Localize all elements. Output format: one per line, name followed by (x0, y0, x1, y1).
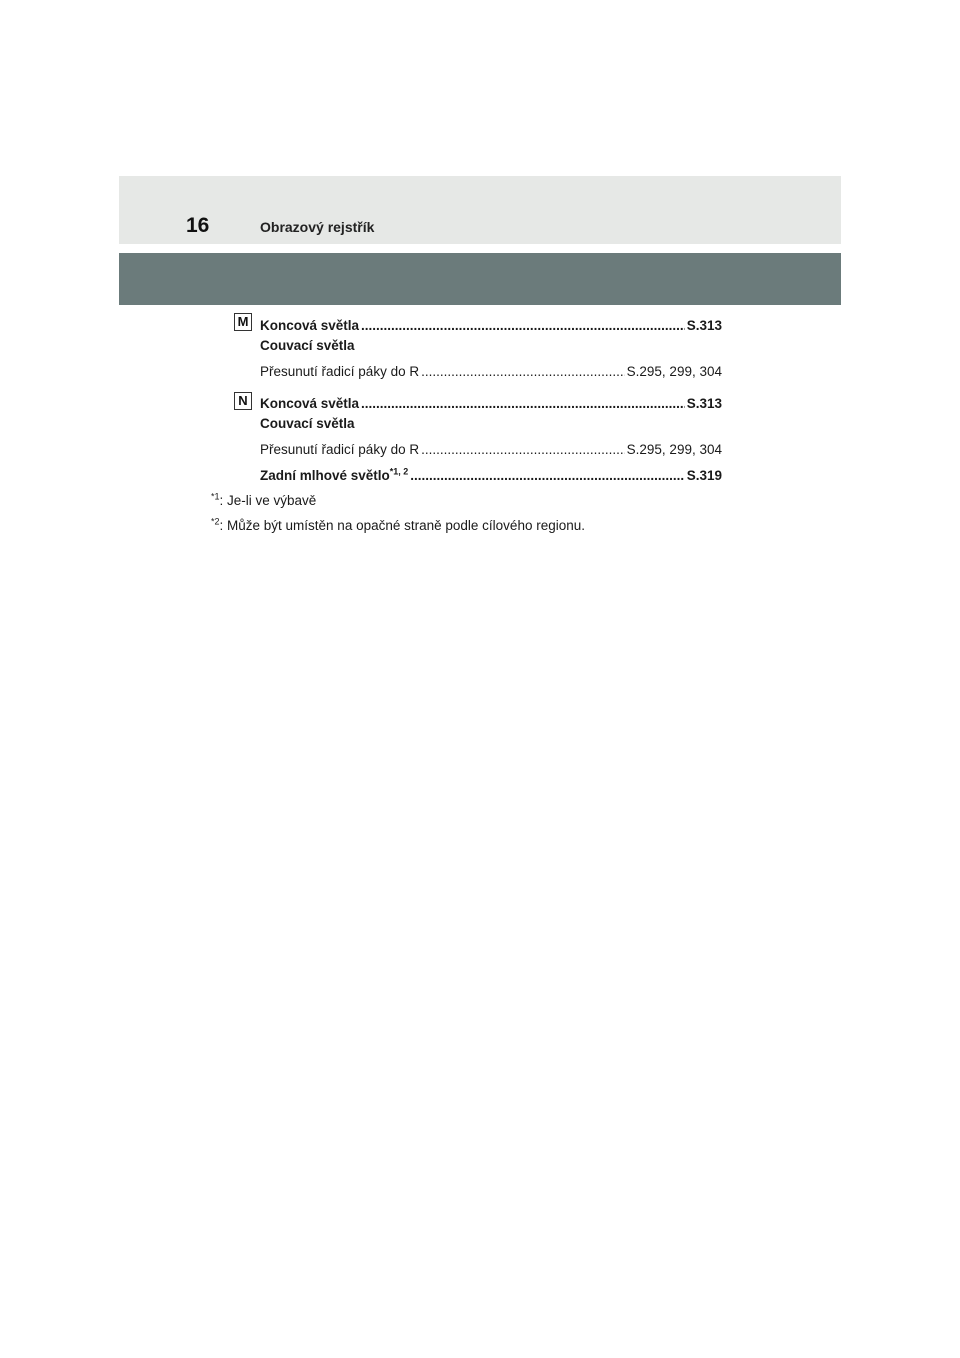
page-reference[interactable]: S.319 (686, 468, 722, 483)
leader-dots (361, 318, 685, 333)
index-entry[interactable] (260, 318, 722, 333)
entry-heading: Couvací světla (260, 416, 355, 431)
header-band (119, 176, 841, 244)
section-marker-n: N (234, 392, 252, 410)
footnote: $^{*1}$: Je-li ve výbavě (211, 491, 317, 508)
leader-dots (421, 442, 625, 457)
footnote-mark: *2 (211, 516, 220, 527)
entry-label: Koncová světla (260, 318, 360, 333)
page-number: 16 (186, 214, 210, 237)
footnote-ref: *1, 2 (389, 468, 409, 477)
index-entry[interactable] (260, 468, 722, 483)
index-entry[interactable] (260, 364, 722, 379)
footnote-mark: *1 (211, 491, 220, 502)
entry-label: Koncová světla (260, 396, 360, 411)
entry-label: Přesunutí řadicí páky do R (260, 442, 420, 457)
section-marker-m: M (234, 313, 252, 331)
footnote: $^{*2}$: Může být umístěn na opačné straně podle cílového regionu. (211, 516, 585, 533)
index-entry[interactable] (260, 396, 722, 411)
page-reference[interactable]: S.313 (686, 396, 722, 411)
entry-label: Zadní mlhové světlo$^{*1, 2}$ (260, 468, 409, 483)
index-entry[interactable] (260, 442, 722, 457)
entry-label: Přesunutí řadicí páky do R (260, 364, 420, 379)
page-reference[interactable]: S.295, 299, 304 (626, 442, 722, 457)
entry-heading: Couvací světla (260, 338, 355, 353)
leader-dots (361, 396, 685, 411)
section-title: Obrazový rejstřík (260, 219, 375, 235)
page-reference[interactable]: S.313 (686, 318, 722, 333)
leader-dots (421, 364, 625, 379)
page-reference[interactable]: S.295, 299, 304 (626, 364, 722, 379)
illustration-bar (119, 253, 841, 305)
leader-dots (410, 468, 684, 483)
